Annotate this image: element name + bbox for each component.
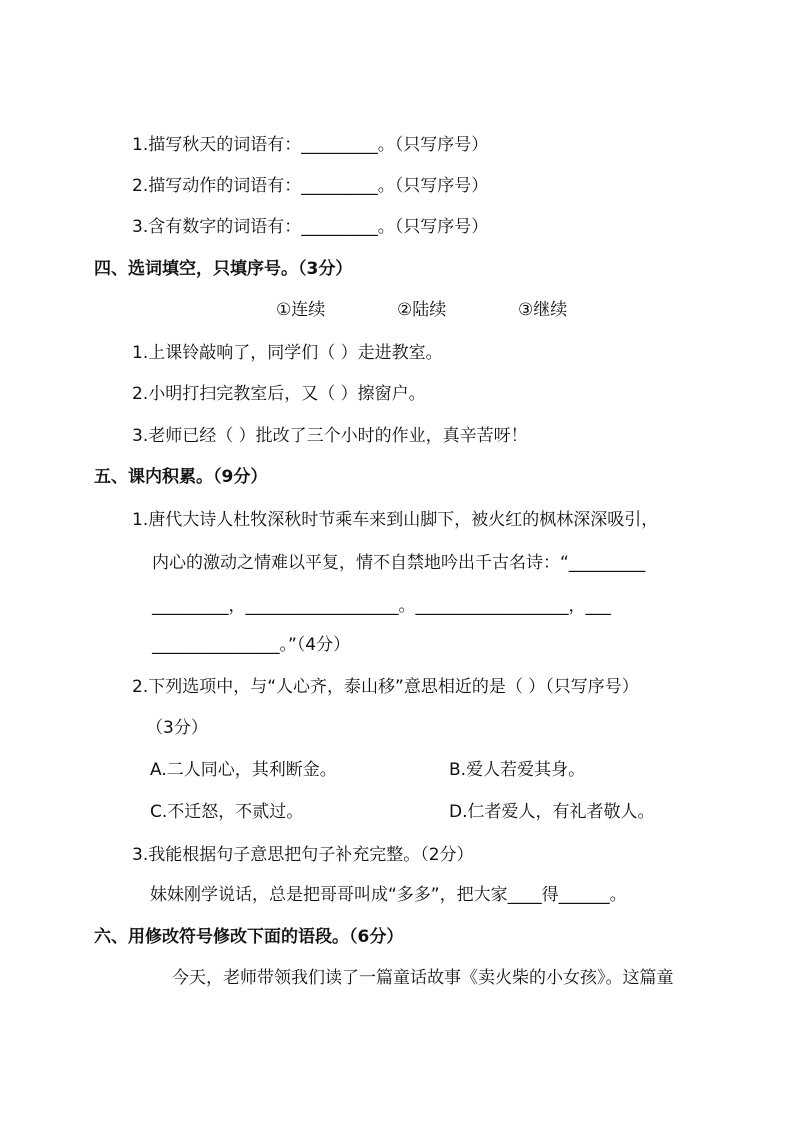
part3-item-2: 2.描写动作的词语有：_________。（只写序号） [132, 176, 489, 196]
part4-item-1: 1.上课铃敲响了，同学们（ ）走进教室。 [132, 343, 443, 363]
part4-option-2: ②陆续 [397, 300, 447, 320]
part4-heading: 四、选词填空，只填序号。（3分） [94, 259, 353, 279]
part3-item-1: 1.描写秋天的词语有：_________。（只写序号） [132, 135, 489, 155]
part4-option-1: ①连续 [276, 300, 326, 320]
part5-q1-line-2: 内心的激动之情难以平复，情不自禁地吟出千古名诗：“_________ [152, 553, 646, 573]
part5-q3-line-2: 妹妹刚学说话，总是把哥哥叫成“多多”，把大家____得______。 [150, 885, 627, 905]
part6-paragraph: 今天，老师带领我们读了一篇童话故事《卖火柴的小女孩》。这篇童 [172, 968, 674, 988]
part5-q1-line-3: _________，__________________。__________________，___ [152, 596, 611, 616]
part6-heading: 六、用修改符号修改下面的语段。（6分） [94, 927, 404, 947]
part4-item-2: 2.小明打扫完教室后，又（ ）擦窗户。 [132, 384, 426, 404]
part5-heading: 五、课内积累。（9分） [94, 467, 268, 487]
part5-q1-line-1: 1.唐代大诗人杜牧深秋时节乘车来到山脚下，被火红的枫林深深吸引， [132, 510, 659, 530]
part5-q2-option-d: D.仁者爱人，有礼者敬人。 [449, 802, 655, 822]
part5-q1-line-4: _______________。”（4分） [152, 635, 351, 655]
part4-item-3: 3.老师已经（ ）批改了三个小时的作业，真辛苦呀！ [132, 426, 528, 446]
part5-q2-line-2: （3分） [146, 718, 208, 738]
part5-q2-option-b: B.爱人若爱其身。 [449, 760, 586, 780]
part4-option-3: ③继续 [518, 300, 568, 320]
part5-q3-line-1: 3.我能根据句子意思把句子补充完整。（2分） [132, 845, 474, 865]
part5-q2-option-c: C.不迁怒，不贰过。 [150, 802, 304, 822]
part5-q2-line-1: 2.下列选项中，与“人心齐，泰山移”意思相近的是（ ）（只写序号） [132, 677, 639, 697]
part5-q2-option-a: A.二人同心，其利断金。 [150, 760, 337, 780]
part3-item-3: 3.含有数字的词语有：_________。（只写序号） [132, 217, 489, 237]
